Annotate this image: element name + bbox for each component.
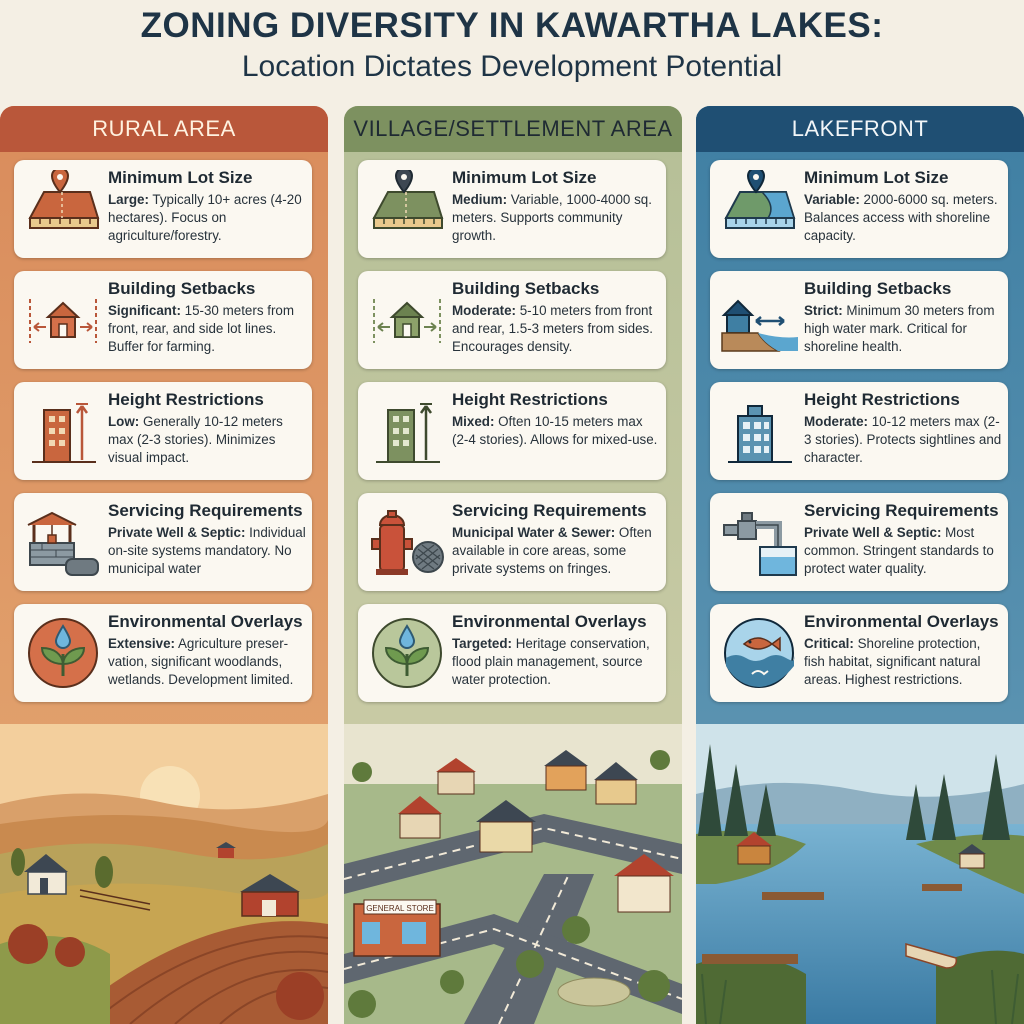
column-header-village xyxy=(344,106,682,152)
rural-landscape-illustration xyxy=(0,724,328,1024)
card-lot-size xyxy=(358,160,666,258)
leaf-drop-icon xyxy=(22,614,104,692)
card-description: Medium: Variable, 1000-4000 sq. meters. Supports community growth. xyxy=(452,192,652,243)
fish-wave-icon xyxy=(718,614,800,692)
column-heading: RURAL AREA xyxy=(92,116,236,141)
house-setback-icon xyxy=(22,281,104,359)
map-pin-lot-icon xyxy=(718,170,800,248)
card-description: Private Well & Septic: Most common. Stringent standards to protect water quality. xyxy=(804,525,994,576)
card-description: Extensive: Agriculture preser-vation, significant woodlands, wetlands. Development limited. xyxy=(108,636,294,687)
village-illustration xyxy=(344,724,682,1024)
card-lot-size xyxy=(14,160,312,258)
faucet-tank-icon xyxy=(718,503,800,581)
card-description: Variable: 2000-6000 sq. meters. Balances access with shoreline capacity. xyxy=(804,192,998,243)
column-lakefront xyxy=(696,106,1024,1024)
map-pin-lot-icon xyxy=(22,170,104,248)
card-title: Minimum Lot Size xyxy=(452,168,597,187)
lakefront-illustration xyxy=(696,724,1024,1024)
card-title: Servicing Requirements xyxy=(452,501,647,520)
card-setbacks xyxy=(14,271,312,369)
card-servicing xyxy=(710,493,1008,591)
card-description: Private Well & Septic: Individual on-site systems mandatory. No municipal water xyxy=(108,525,306,576)
card-description: Strict: Minimum 30 meters from high water mark. Critical for shoreline health. xyxy=(804,303,995,354)
card-description: Moderate: 10-12 meters max (2-3 stories). Protects sightlines and character. xyxy=(804,414,1002,465)
card-servicing xyxy=(14,493,312,591)
card-servicing xyxy=(358,493,666,591)
column-rural xyxy=(0,106,328,1024)
card-lot-size xyxy=(710,160,1008,258)
card-title: Height Restrictions xyxy=(452,390,608,409)
card-description: Moderate: 5-10 meters from front and rear, 1.5-3 meters from sides. Encourages density. xyxy=(452,303,653,354)
building-height-icon xyxy=(22,392,104,470)
map-pin-lot-icon xyxy=(366,170,448,248)
card-environmental xyxy=(14,604,312,702)
card-description: Significant: 15-30 meters from front, rear, and side lot lines. Buffer for farming. xyxy=(108,303,295,354)
store-sign: GENERAL STORE xyxy=(366,904,434,913)
column-heading: VILLAGE/SETTLEMENT AREA xyxy=(353,116,673,141)
column-village xyxy=(344,106,682,1024)
card-description: Mixed: Often 10-15 meters max (2-4 stories). Allows for mixed-use. xyxy=(452,414,658,447)
house-setback-icon xyxy=(718,281,800,359)
card-description: Municipal Water & Sewer: Often available in core areas, some private systems on fringes. xyxy=(452,525,652,576)
hydrant-icon xyxy=(366,503,448,581)
card-title: Height Restrictions xyxy=(108,390,264,409)
card-description: Low: Generally 10-12 meters max (2-3 stories). Minimizes visual impact. xyxy=(108,414,283,465)
card-title: Minimum Lot Size xyxy=(108,168,253,187)
card-description: Critical: Shoreline protection, fish habitat, significant natural areas. Highest restrictions. xyxy=(804,636,981,687)
card-title: Environmental Overlays xyxy=(108,612,303,631)
card-height xyxy=(710,382,1008,480)
well-icon xyxy=(22,503,104,581)
building-height-icon xyxy=(366,392,448,470)
infographic-title: ZONING DIVERSITY IN KAWARTHA LAKES: xyxy=(140,6,884,45)
card-title: Building Setbacks xyxy=(804,279,952,298)
house-setback-icon xyxy=(366,281,448,359)
card-title: Servicing Requirements xyxy=(804,501,999,520)
card-setbacks xyxy=(358,271,666,369)
card-title: Building Setbacks xyxy=(108,279,256,298)
card-height xyxy=(14,382,312,480)
column-heading: LAKEFRONT xyxy=(791,116,929,141)
card-description: Targeted: Heritage conservation, flood plain management, source water protection. xyxy=(452,636,650,687)
leaf-drop-icon xyxy=(366,614,448,692)
infographic-subtitle: Location Dictates Development Potential xyxy=(241,50,783,83)
card-title: Environmental Overlays xyxy=(804,612,999,631)
card-setbacks xyxy=(710,271,1008,369)
card-title: Minimum Lot Size xyxy=(804,168,949,187)
card-environmental xyxy=(358,604,666,702)
card-environmental xyxy=(710,604,1008,702)
card-height xyxy=(358,382,666,480)
card-title: Building Setbacks xyxy=(452,279,600,298)
card-title: Servicing Requirements xyxy=(108,501,303,520)
building-height-icon xyxy=(718,392,800,470)
column-header-lakefront xyxy=(696,106,1024,152)
column-header-rural xyxy=(0,106,328,152)
card-title: Height Restrictions xyxy=(804,390,960,409)
card-title: Environmental Overlays xyxy=(452,612,647,631)
card-description: Large: Typically 10+ acres (4-20 hectares). Focus on agriculture/forestry. xyxy=(108,192,302,243)
